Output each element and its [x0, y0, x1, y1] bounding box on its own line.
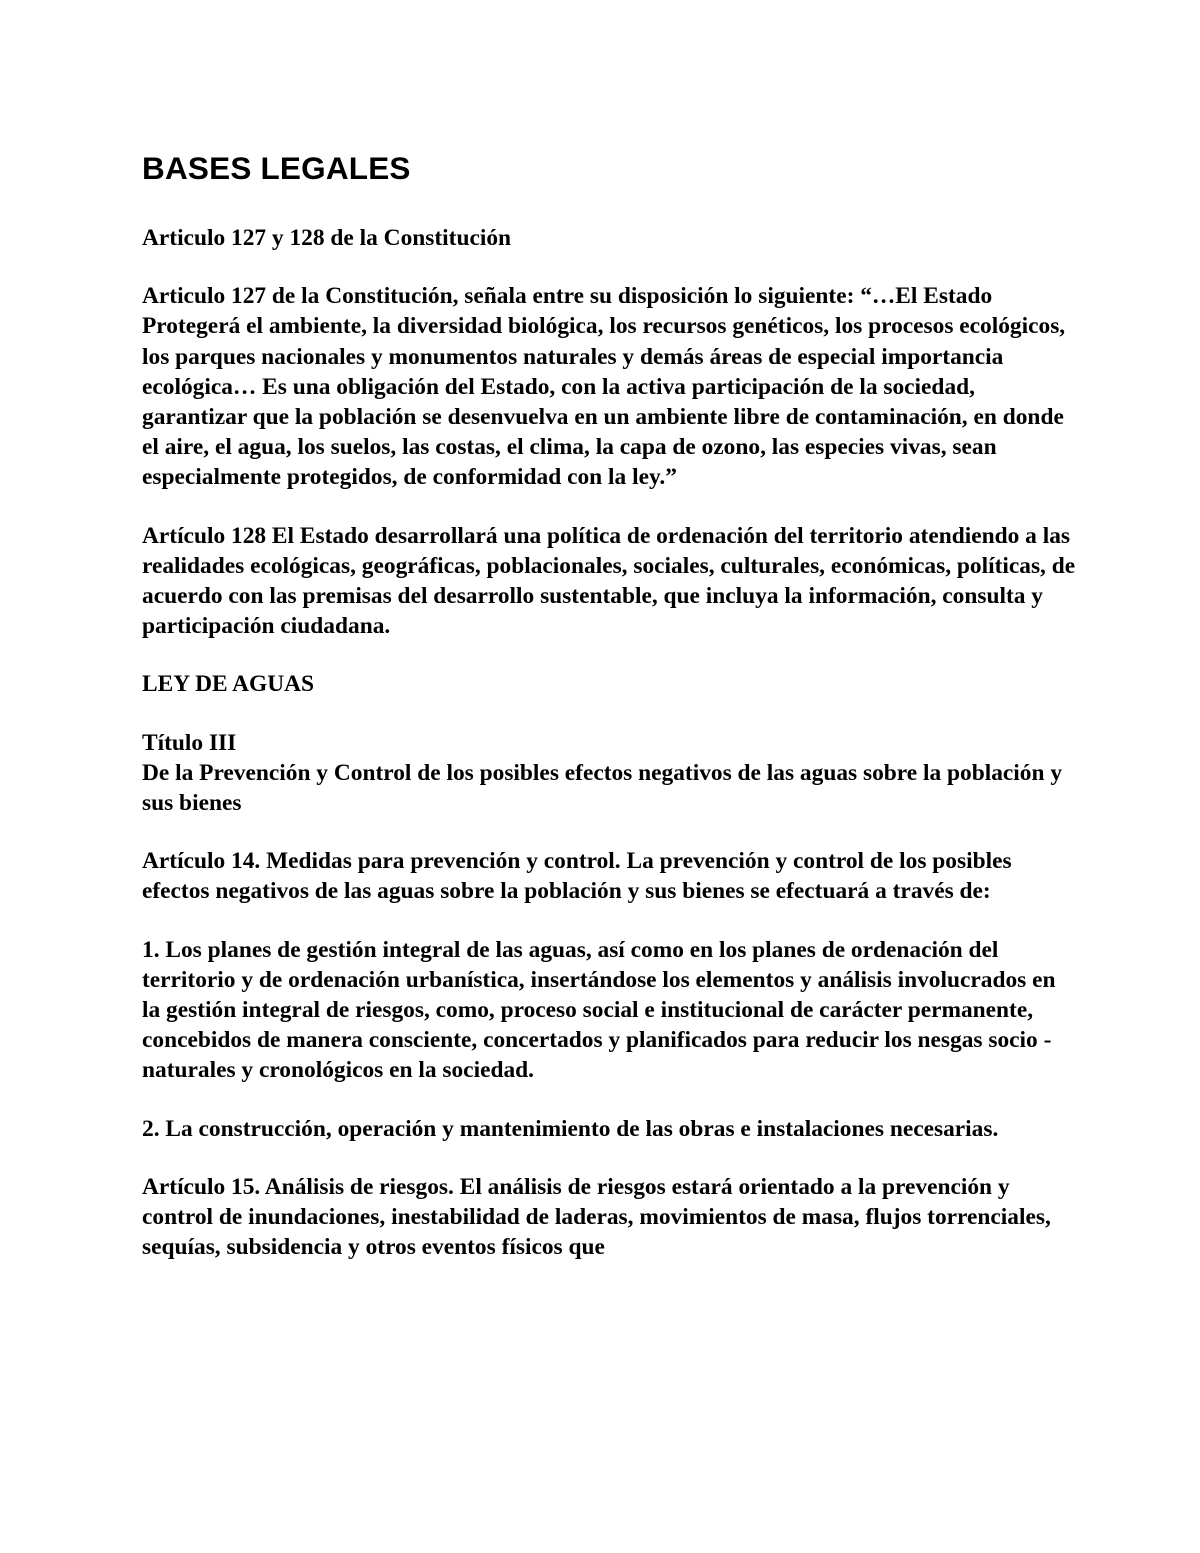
article-127-paragraph: Articulo 127 de la Constitución, señala entre su disposición lo siguiente: “…El Estado Protegerá el ambiente, la diversidad biológica, los recursos genéticos, los procesos ecológicos, los parques nacionales y monumentos naturales y demás áreas de especial importancia ecológica… Es una obligación del Estado, con la activa participación de la sociedad, garantizar que la población se desenvuelva en un ambiente libre de contaminación, en donde el aire, el agua, los suelos, las costas, el clima, la capa de ozono, las especies vivas, sean especialmente protegidos, de conformidad con la ley.”	[142, 283, 1066, 491]
article-15-paragraph: Artículo 15. Análisis de riesgos. El análisis de riesgos estará orientado a la prevención y control de inundaciones, inestabilidad de laderas, movimientos de masa, flujos torrenciales, sequías, subsidencia y otros eventos físicos que	[142, 1173, 1051, 1261]
document-body	[142, 148, 1077, 1262]
article-14-paragraph: Artículo 14. Medidas para prevención y control. La prevención y control de los posibles efectos negativos de las aguas sobre la población y sus bienes se efectuará a través de:	[142, 848, 1012, 905]
titulo-heading: Título III	[142, 729, 237, 756]
page-title: BASES LEGALES	[142, 150, 411, 186]
list-item-1: 1. Los planes de gestión integral de las aguas, así como en los planes de ordenación del territorio y de ordenación urbanística, insertándose los elementos y análisis involucrados en la gestión integral de riesgos, como, proceso social e institucional de carácter permanente, concebidos de manera consciente, concertados y planificados para reducir los nesgas socio - naturales y cronológicos en la sociedad.	[142, 936, 1056, 1084]
titulo-description: De la Prevención y Control de los posibles efectos negativos de las aguas sobre la población y sus bienes	[142, 759, 1063, 817]
list-item-2: 2. La construcción, operación y mantenimiento de las obras e instalaciones necesarias.	[142, 1115, 999, 1142]
article-128-paragraph: Artículo 128 El Estado desarrollará una política de ordenación del territorio atendiendo a las realidades ecológicas, geográficas, poblacionales, sociales, culturales, económicas, políticas, de acuerdo con las premisas del desarrollo sustentable, que incluya la información, consulta y participación ciudadana.	[142, 522, 1076, 640]
ley-de-aguas-heading: LEY DE AGUAS	[142, 671, 315, 698]
constitution-subheading: Articulo 127 y 128 de la Constitución	[142, 225, 512, 251]
